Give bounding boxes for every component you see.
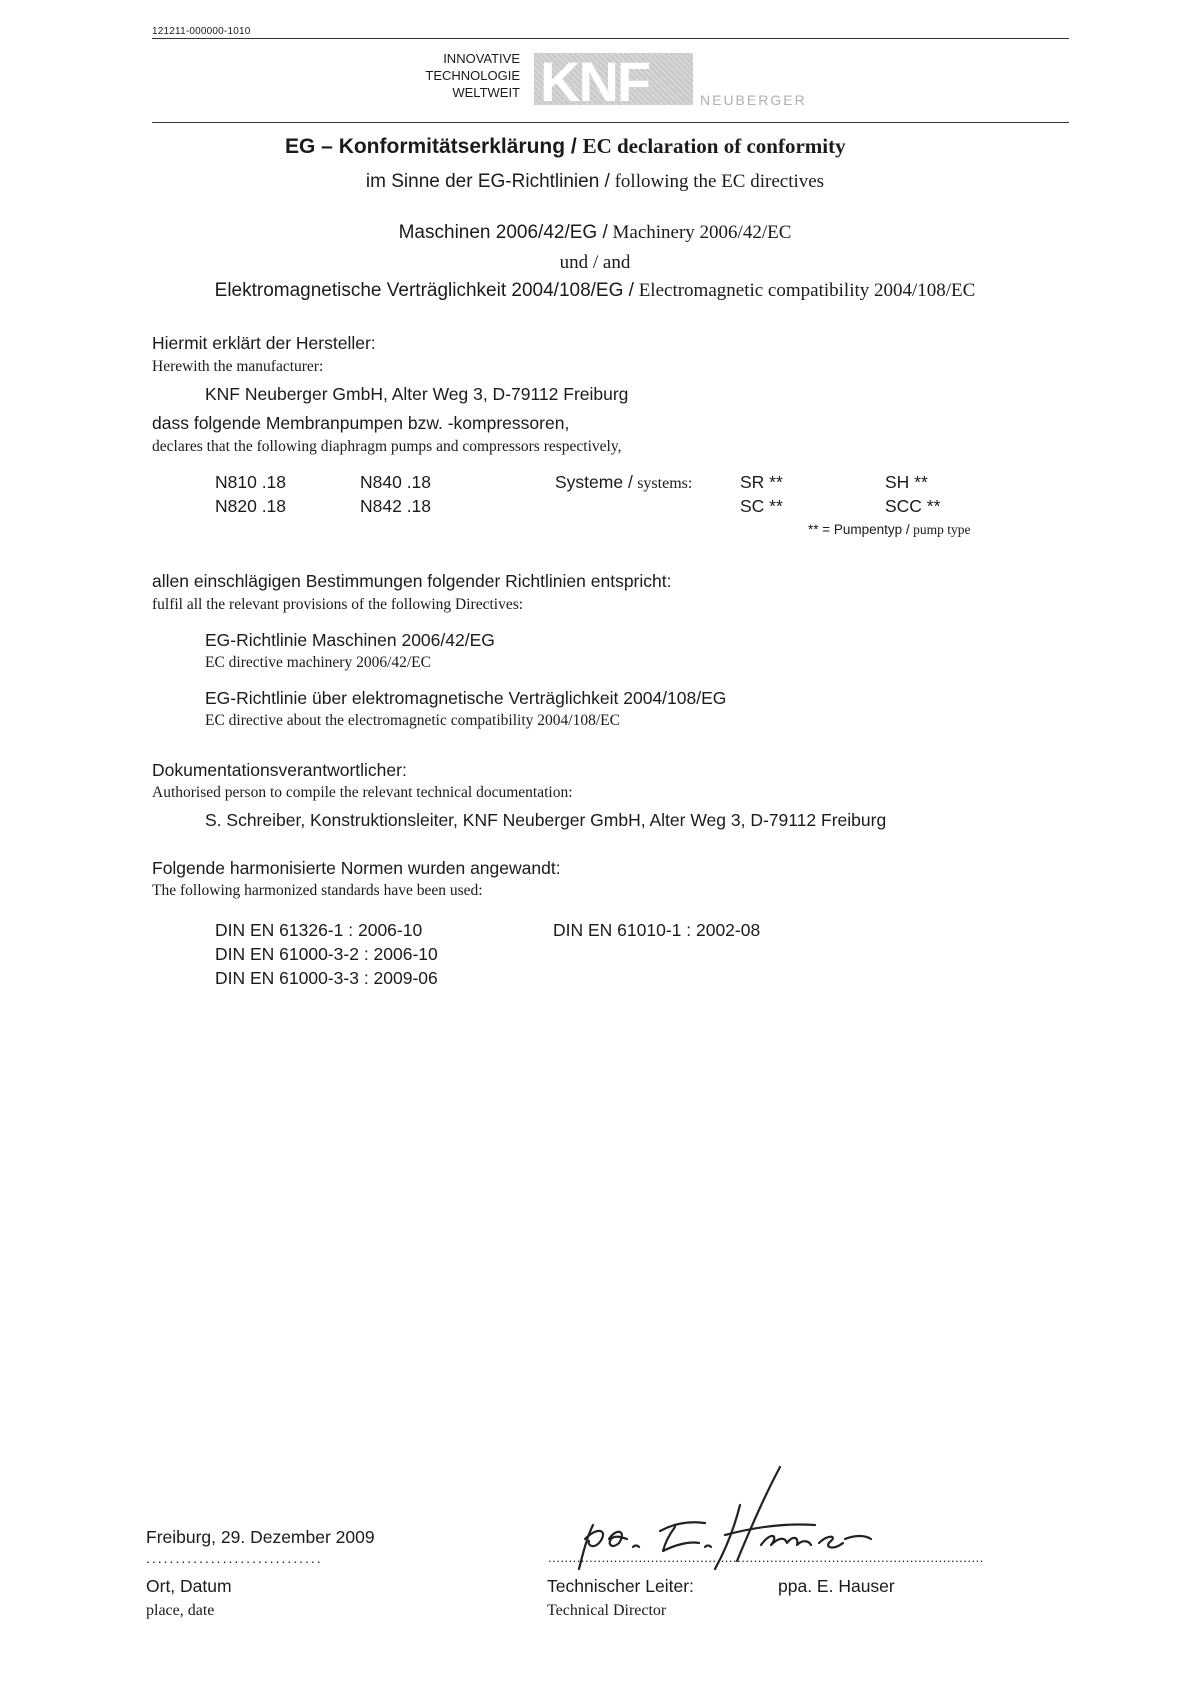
provisions-label-de: allen einschlägigen Bestimmungen folgender Richtlinien entspricht: [152,571,672,591]
handwritten-signature [565,1465,885,1575]
pump-type-note-en: pump type [913,522,971,537]
model-n820: N820 .18 [215,496,287,516]
system-sh: SH ** [885,472,928,492]
systems-label [555,472,692,493]
model-n810: N810 .18 [215,472,287,492]
logo-tagline-line-1: INNOVATIVE [443,51,520,66]
standard-61000-3-3: DIN EN 61000-3-3 : 2009-06 [215,968,438,988]
manufacturer-name: KNF Neuberger GmbH, Alter Weg 3, D-79112 Freiburg [205,384,629,404]
emc-en: Electromagnetic compatibility 2004/108/EC [638,280,976,301]
logo-tagline-line-3: WELTWEIT [452,85,520,100]
emc-de: Elektromagnetische Verträglichkeit 2004/108/EG / [214,280,634,301]
title-en: EC declaration of conformity [582,134,846,158]
directive-emc-en: EC directive about the electromagnetic compatibility 2004/108/EC [205,712,620,729]
systems-label-de: Systeme / [555,472,633,492]
place-label-de: Ort, Datum [146,1576,232,1596]
place-label-en: place, date [146,1602,215,1619]
subtitle [0,171,1190,193]
model-n840: N840 .18 [360,472,432,492]
systems-label-en: systems: [637,475,693,492]
standards-label-en: The following harmonized standards have been used: [152,882,483,899]
model-n842: N842 .18 [360,496,432,516]
manufacturer-label-en: Herewith the manufacturer: [152,358,324,375]
standard-61000-3-2: DIN EN 61000-3-2 : 2006-10 [215,944,438,964]
subtitle-de: im Sinne der EG-Richtlinien / [365,171,610,192]
manufacturer-label-de: Hiermit erklärt der Hersteller: [152,333,376,353]
pump-type-note [808,522,970,538]
document-number: 121211-000000-1010 [152,26,251,37]
directive-machines-de: EG-Richtlinie Maschinen 2006/42/EG [205,630,495,650]
emc-directive-line [0,280,1190,302]
machines-en: Machinery 2006/42/EC [612,222,792,243]
signature-icon [565,1465,885,1575]
place-date: Freiburg, 29. Dezember 2009 [146,1527,375,1547]
declares-en: declares that the following diaphragm pumps and compressors respectively, [152,438,622,455]
documentation-label-en: Authorised person to compile the relevant technical documentation: [152,784,573,801]
directive-emc-de: EG-Richtlinie über elektromagnetische Verträglichkeit 2004/108/EG [205,688,727,708]
logo-tagline [360,50,520,101]
knf-logo-mark: KNF [540,50,650,113]
header-rule [152,122,1069,123]
documentation-label-de: Dokumentationsverantwortlicher: [152,760,407,780]
declares-de: dass folgende Membranpumpen bzw. -kompressoren, [152,413,570,433]
role-en: Technical Director [547,1602,667,1619]
title-sep: / [565,135,583,158]
subtitle-en: following the EC directives [614,171,825,192]
top-rule [152,38,1069,39]
signer-name: ppa. E. Hauser [778,1576,895,1596]
documentation-person: S. Schreiber, Konstruktionsleiter, KNF Neuberger GmbH, Alter Weg 3, D-79112 Freiburg [205,810,887,830]
place-date-dotted-line: .............................. [146,1550,323,1566]
system-sr: SR ** [740,472,783,492]
standard-61326: DIN EN 61326-1 : 2006-10 [215,920,423,940]
machines-de: Maschinen 2006/42/EG / [398,222,608,243]
directive-machines-en: EC directive machinery 2006/42/EC [205,654,431,671]
logo-neuberger: NEUBERGER [700,92,807,108]
and-line: und / and [559,252,631,273]
title-de: EG – Konformitätserklärung [285,135,566,158]
standard-61010: DIN EN 61010-1 : 2002-08 [553,920,761,940]
system-sc: SC ** [740,496,783,516]
role-de: Technischer Leiter: [547,1576,694,1596]
page-title [285,134,846,159]
standards-label-de: Folgende harmonisierte Normen wurden angewandt: [152,858,561,878]
provisions-label-en: fulfil all the relevant provisions of the following Directives: [152,596,524,613]
pump-type-note-de: ** = Pumpentyp / [808,522,910,537]
signature-dotted-line: .......................................................................................................... [548,1550,984,1565]
system-scc: SCC ** [885,496,941,516]
logo-tagline-line-2: TECHNOLOGIE [425,68,520,83]
machines-directive-line [0,222,1190,244]
